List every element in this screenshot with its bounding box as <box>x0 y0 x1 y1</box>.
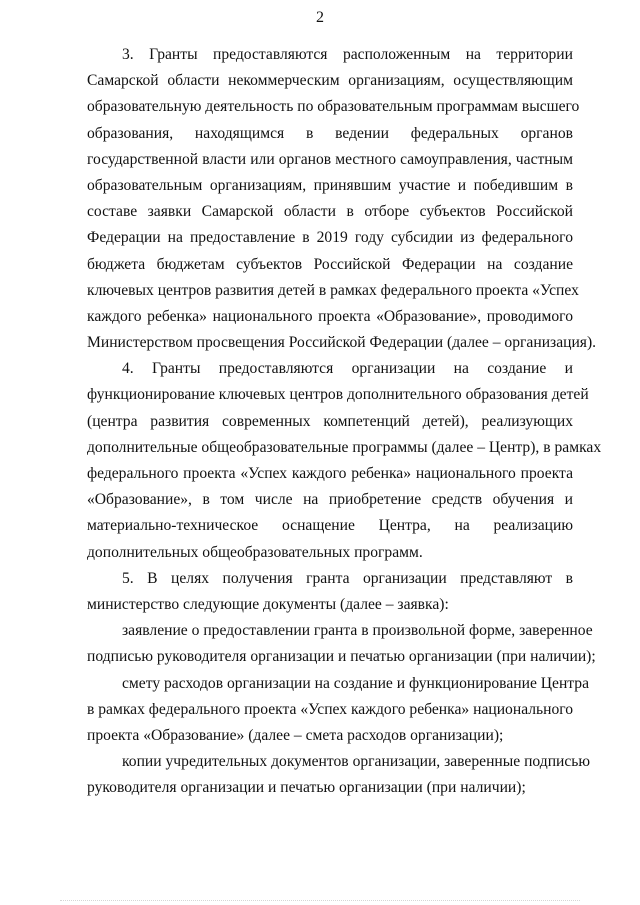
text-line: Самарской области некоммерческим организациям, осуществляющим <box>87 72 573 90</box>
text-line: дополнительные общеобразовательные программы (далее – Центр), в рамках <box>87 438 602 456</box>
text-line: образования, находящимся в ведении федеральных органов <box>87 124 573 142</box>
list-item-application <box>87 618 596 670</box>
text-line: копии учредительных документов организации, заверенные подписью <box>122 753 591 771</box>
text-line: в рамках федерального проекта «Успех каждого ребенка» национального <box>87 700 574 718</box>
text-line: ключевых центров развития детей в рамках федерального проекта «Успех <box>87 281 579 299</box>
text-line: заявление о предоставлении гранта в произвольной форме, заверенное <box>122 622 593 640</box>
text-line: материально-техническое оснащение Центра, на реализацию <box>87 517 573 535</box>
document-body <box>87 42 602 801</box>
text-line: бюджета бюджетам субъектов Российской Федерации на создание <box>87 255 573 273</box>
text-line: (центра развития современных компетенций детей), реализующих <box>87 412 573 430</box>
paragraph-3 <box>87 42 597 356</box>
text-line: 3. Гранты предоставляются расположенным на территории <box>122 46 573 63</box>
text-line: функционирование ключевых центров дополнительного образования детей <box>87 386 589 404</box>
text-line: Федерации на предоставление в 2019 году субсидии из федерального <box>87 229 573 247</box>
text-line: руководителя организации и печатью организации (при наличии); <box>87 779 526 797</box>
text-line: образовательным организациям, принявшим участие и победившим в <box>87 176 573 194</box>
text-line: дополнительных общеобразовательных программ. <box>87 543 423 561</box>
text-line: федерального проекта «Успех каждого ребенка» национального проекта <box>87 465 573 482</box>
paragraph-5 <box>87 566 573 618</box>
text-line: смету расходов организации на создание и функционирование Центра <box>122 674 590 692</box>
text-line: 4. Гранты предоставляются организации на создание и <box>122 360 573 378</box>
text-line: каждого ребенка» национального проекта «Образование», проводимого <box>87 307 573 325</box>
text-line: министерство следующие документы (далее – заявка): <box>87 595 449 613</box>
page-number: 2 <box>316 9 324 26</box>
list-item-cost-estimate <box>87 671 590 750</box>
text-line: составе заявки Самарской области в отборе субъектов Российской <box>87 203 573 221</box>
paragraph-4 <box>87 356 602 566</box>
text-line: государственной власти или органов местного самоуправления, частным <box>87 150 573 168</box>
text-line: образовательную деятельность по образовательным программам высшего <box>87 98 580 116</box>
text-line: «Образование», в том числе на приобретение средств обучения и <box>87 491 573 509</box>
text-line: 5. В целях получения гранта организации представляют в <box>122 569 573 587</box>
text-line: подписью руководителя организации и печатью организации (при наличии); <box>87 648 596 666</box>
text-line: проекта «Образование» (далее – смета расходов организации); <box>87 726 504 744</box>
text-line: Министерством просвещения Российской Федерации (далее – организация). <box>87 334 597 352</box>
list-item-founding-documents <box>87 749 591 801</box>
scan-artifact-line <box>60 900 580 903</box>
